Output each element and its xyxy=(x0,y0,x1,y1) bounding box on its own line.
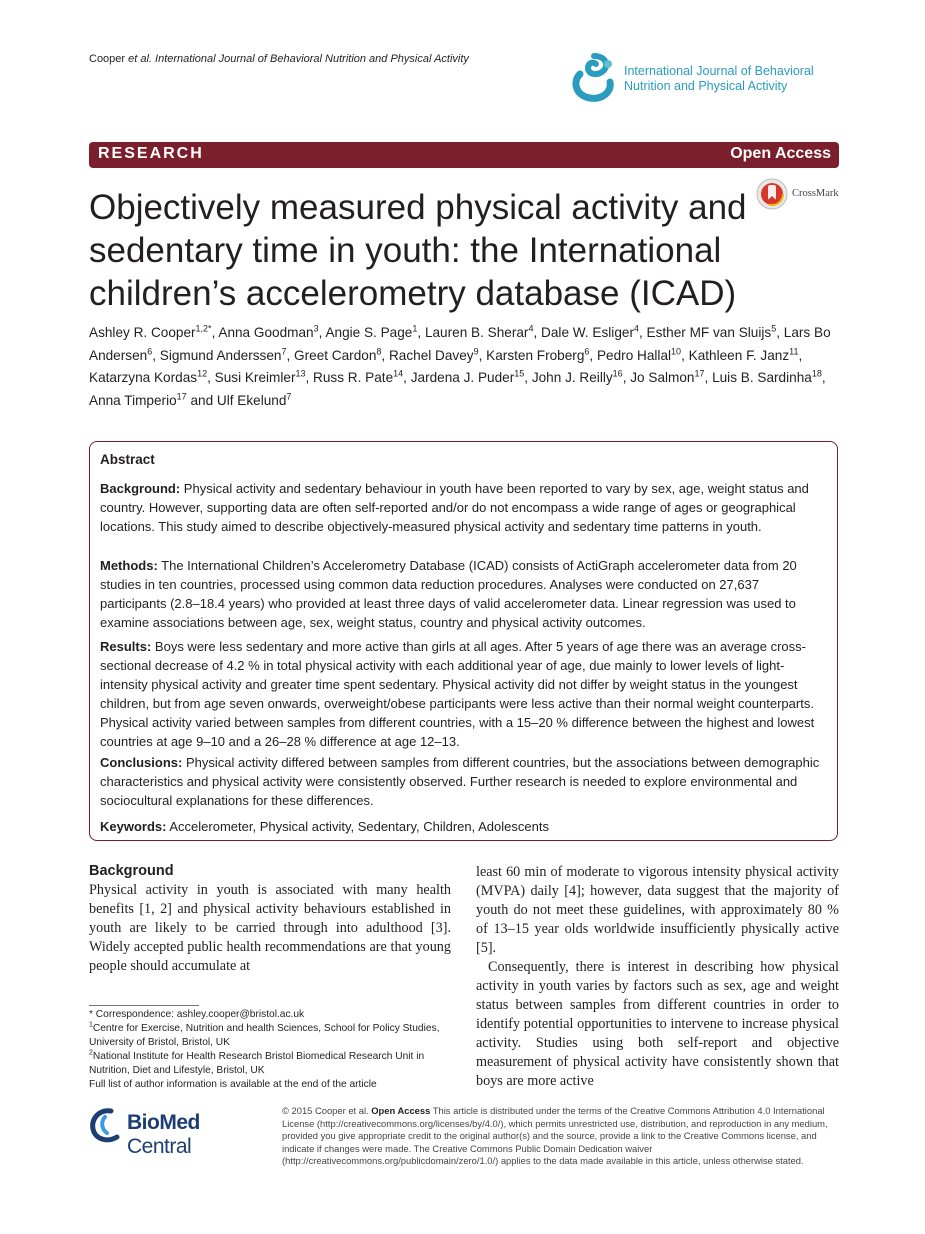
author-list: Ashley R. Cooper$^{1,2*}$, Anna Goodman$^3$, Angie S. Page$^1$, Lauren B. Sherar$^4$, Dale W. Esliger$^4$, Esther MF van Sluijs$^5$, Lars Bo Andersen$^6$, Sigmund Anderssen$^7$, Greet Cardon$^8$, Rachel Davey$^9$, Karsten Froberg$^6$, Pedro Hallal$^{10}$, Kathleen F. Janz$^{11}$, Katarzyna Kordas$^{12}$, Susi Kreimler$^{13}$, Russ R. Pate$^{14}$, Jardena J. Puder$^{15}$, John J. Reilly$^{16}$, Jo Salmon$^{17}$, Luis B. Sardinha$^{18}$, Anna Timperio$^{17}$ and Ulf Ekelund$^7$ xyxy=(89,323,831,408)
affiliation-2 xyxy=(89,1050,459,1078)
author-name[interactable]: Russ R. Pate xyxy=(313,370,394,385)
body-paragraph: Consequently, there is interest in describing how physical activity in youth varies by factors such as sex, age and weight status between samples from different countries in order to identify potential opportunities to intervene to increase physical activity. Studies using both self-report and objective measurement of physical activity have consistently shown that boys are more active xyxy=(476,959,839,1089)
abstract-keywords-label: Keywords: xyxy=(100,819,167,834)
author-name[interactable]: Jo Salmon xyxy=(630,370,695,385)
author-affiliation-sup: 9 xyxy=(473,345,479,356)
footnotes xyxy=(89,1008,459,1092)
author-name[interactable]: Jardena J. Puder xyxy=(410,370,515,385)
author-name[interactable]: Lars Bo Andersen xyxy=(89,325,831,363)
abstract-keywords-text: Accelerometer, Physical activity, Sedentary, Children, Adolescents xyxy=(169,819,549,834)
article-type-label: RESEARCH xyxy=(98,145,204,162)
author-name[interactable]: Anna Timperio xyxy=(89,392,177,408)
author-affiliation-sup: 10 xyxy=(671,345,682,356)
author-name[interactable]: Pedro Hallal xyxy=(596,347,672,363)
full-author-info-note: Full list of author information is available at the end of the article xyxy=(89,1079,377,1090)
crossmark-label: CrossMark xyxy=(792,188,839,199)
abstract-heading: Abstract xyxy=(100,452,155,467)
abstract-conclusions xyxy=(100,753,828,810)
open-access-label: Open Access xyxy=(730,145,831,162)
author-name[interactable]: Rachel Davey xyxy=(388,347,474,363)
author-affiliation-sup: 17 xyxy=(176,390,187,401)
biomed-central-wordmark xyxy=(127,1111,269,1159)
abstract-methods-label: Methods: xyxy=(100,558,158,573)
biomed-wordmark-bold: BioMed xyxy=(127,1111,200,1134)
author-affiliation-sup: 17 xyxy=(694,368,705,379)
abstract-results-label: Results: xyxy=(100,639,152,654)
article-type-banner xyxy=(89,142,839,168)
author-affiliation-sup: 4 xyxy=(633,323,639,334)
abstract-background-text: Physical activity and sedentary behaviour in youth have been reported to vary by sex, age, weight status and country. However, supporting data are often self-reported and/or do not encompass a wide range of ages or geographical locations. This study aimed to describe objectively-measured physical activity and sedentary time patterns in youth. xyxy=(100,481,809,534)
abstract-conclusions-label: Conclusions: xyxy=(100,755,183,770)
citation-journal: et al. International Journal of Behavioral Nutrition and Physical Activity xyxy=(128,53,469,65)
abstract-background xyxy=(100,479,828,536)
affiliation-1-sup: 1 xyxy=(89,1021,93,1029)
author-affiliation-sup: 1,2* xyxy=(195,323,212,334)
author-affiliation-sup: 5 xyxy=(771,323,777,334)
article-title: Objectively measured physical activity and sedentary time in youth: the International children’s accelerometry database (ICAD) xyxy=(89,188,747,313)
biomed-central-swoosh-icon xyxy=(89,1107,125,1143)
journal-name-line2: Nutrition and Physical Activity xyxy=(624,79,788,93)
license-statement xyxy=(282,1105,842,1168)
author-name[interactable]: Ulf Ekelund xyxy=(216,392,287,408)
author-affiliation-sup: 3 xyxy=(313,323,319,334)
body-right-column xyxy=(476,863,839,1091)
journal-logo xyxy=(566,52,846,104)
license-copyright: © 2015 Cooper et al. xyxy=(282,1105,369,1116)
author-name[interactable]: Esther MF van Sluijs xyxy=(646,325,772,340)
affiliation-1 xyxy=(89,1022,459,1050)
author-name[interactable]: Anna Goodman xyxy=(218,325,314,340)
author-affiliation-sup: 7 xyxy=(286,390,292,401)
correspondence-note[interactable]: * Correspondence: ashley.cooper@bristol.ac.uk xyxy=(89,1009,305,1020)
abstract-results-text: Boys were less sedentary and more active than girls at all ages. After 5 years of age there was an average cross-sectional decrease of 4.2 % in total physical activity with each additional year of age, due mainly to lower levels of light-intensity physical activity and greater time spent sedentary. Physical activity did not differ by weight status in the youngest children, but from age seven onwards, overweight/obese participants were less active than their normal weight counterparts. Physical activity varied between samples from different countries, with a 15–20 % difference between the highest and lowest countries at age 9–10 and a 26–28 % difference at age 12–13. xyxy=(100,639,815,749)
author-affiliation-sup: 12 xyxy=(197,368,208,379)
author-name[interactable]: Kathleen F. Janz xyxy=(688,347,790,363)
author-affiliation-sup: 1 xyxy=(412,323,418,334)
biomed-wordmark-light: Central xyxy=(127,1135,192,1158)
abstract-conclusions-text: Physical activity differed between samples from different countries, but the associations between demographic characteristics and physical activity were consistently observed. Further research is needed to explore environmental and sociocultural explanations for these differences. xyxy=(100,755,820,808)
author-affiliation-sup: 8 xyxy=(376,345,382,356)
citation-author: Cooper xyxy=(89,53,126,65)
author-name[interactable]: Luis B. Sardinha xyxy=(712,370,812,385)
body-paragraph: least 60 min of moderate to vigorous intensity physical activity (MVPA) daily [4]; however, data suggest that the majority of youth do not meet these guidelines, with approximately 80 % of 13–15 year olds worldwide insufficiently physically active [5]. xyxy=(476,864,839,956)
author-name[interactable]: Susi Kreimler xyxy=(214,370,296,385)
affiliation-2-text: National Institute for Health Research Bristol Biomedical Research Unit in Nutrition, Diet and Lifestyle, Bristol, UK xyxy=(89,1051,425,1076)
author-affiliation-sup: 16 xyxy=(612,368,623,379)
journal-swirl-icon xyxy=(566,52,622,104)
abstract-results xyxy=(100,637,828,751)
body-left-column: Physical activity in youth is associated with many health benefits [1, 2] and physical activity behaviours established in youth are likely to be carried through into adulthood [3]. Widely accepted public health recommendations are that young people should accumulate at xyxy=(89,882,451,974)
author-name[interactable]: Greet Cardon xyxy=(294,347,377,363)
author-affiliation-sup: 13 xyxy=(295,368,306,379)
author-name[interactable]: Karsten Froberg xyxy=(486,347,585,363)
author-affiliation-sup: 11 xyxy=(789,345,799,356)
abstract-methods-text: The International Children’s Accelerometry Database (ICAD) consists of ActiGraph accelerometer data from 20 studies in ten countries, processed using common data reduction procedures. Analyses were conducted on 27,637 participants (2.8–18.4 years) who provided at least three days of valid accelerometer data. Linear regression was used to examine associations between age, sex, weight status, country and physical activity outcomes. xyxy=(100,558,797,630)
author-affiliation-sup: 15 xyxy=(514,368,525,379)
footnote-divider xyxy=(89,1005,199,1006)
author-affiliation-sup: 6 xyxy=(147,345,153,356)
author-name[interactable]: Lauren B. Sherar xyxy=(424,325,529,340)
abstract-keywords xyxy=(100,817,828,836)
author-affiliation-sup: 18 xyxy=(811,368,822,379)
affiliation-1-text: Centre for Exercise, Nutrition and health Sciences, School for Policy Studies, University of Bristol, Bristol, UK xyxy=(89,1023,440,1048)
author-name[interactable]: John J. Reilly xyxy=(531,370,613,385)
journal-name-line1: International Journal of Behavioral xyxy=(624,64,814,78)
abstract-box xyxy=(89,441,838,841)
affiliation-2-sup: 2 xyxy=(89,1049,93,1057)
running-header-citation xyxy=(89,52,469,67)
abstract-background-label: Background: xyxy=(100,481,181,496)
license-open-access: Open Access xyxy=(371,1105,431,1116)
author-affiliation-sup: 6 xyxy=(584,345,590,356)
author-name[interactable]: Ashley R. Cooper xyxy=(89,325,196,340)
author-name[interactable]: Sigmund Anderssen xyxy=(159,347,282,363)
crossmark-icon xyxy=(756,178,788,210)
author-name[interactable]: Dale W. Esliger xyxy=(541,325,634,340)
license-text: This article is distributed under the terms of the Creative Commons Attribution 4.0 International License (http://creativecommons.org/licenses/by/4.0/), which permits unrestricted use, distribution, and reproduction in any medium, provided you give appropriate credit to the original author(s) and the source, provide a link to the Creative Commons license, and indicate if changes were made. The Creative Commons Public Domain Dedication waiver (http://creativecommons.org/publicdomain/zero/1.0/) applies to the data made available in this article, unless otherwise stated. xyxy=(282,1105,828,1166)
section-heading-background: Background xyxy=(89,863,174,879)
author-name[interactable]: Angie S. Page xyxy=(325,325,413,340)
journal-name xyxy=(624,64,814,94)
biomed-central-logo xyxy=(89,1105,269,1158)
author-affiliation-sup: 4 xyxy=(528,323,534,334)
author-name[interactable]: Katarzyna Kordas xyxy=(89,370,198,385)
author-affiliation-sup: 7 xyxy=(281,345,287,356)
crossmark-badge[interactable] xyxy=(756,178,846,212)
author-affiliation-sup: 14 xyxy=(393,368,404,379)
abstract-methods xyxy=(100,556,828,632)
